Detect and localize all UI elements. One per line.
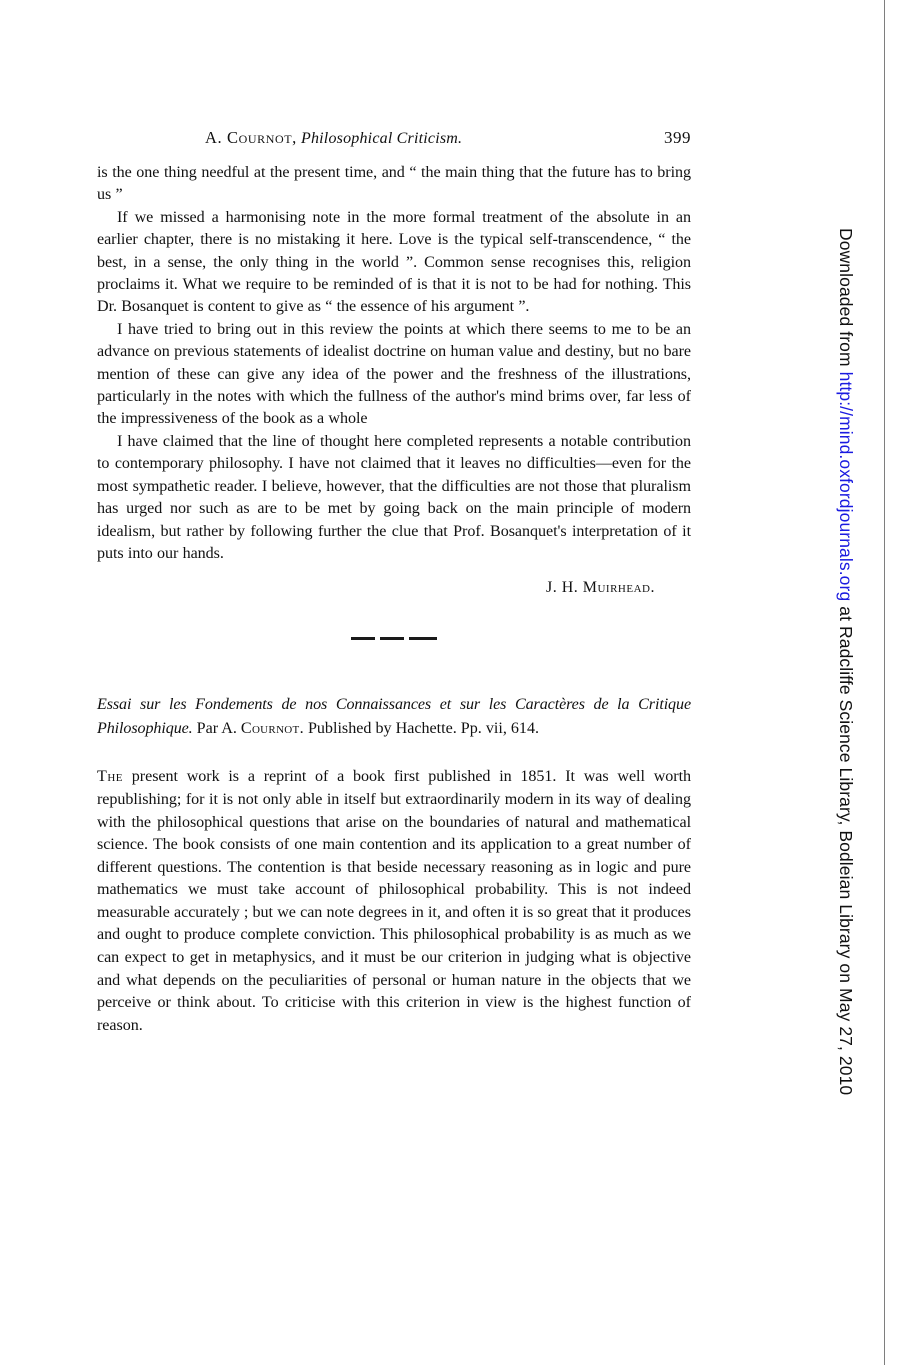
paragraph: If we missed a harmonising note in the more formal treatment of the absolute in an earlier chapter, there is no mistaking it here. Love is the typical self-transcendence, “ the best, in a sense, the only thing in the world ”. Common sense recognises this, religion proclaims it. What we require to be reminded of is that it is not to be had for nothing. This Dr. Bosanquet is content to give as “ the essence of his argument ”. — [97, 208, 691, 316]
paragraph-continuation: is the one thing needful at the present time, and “ the main thing that the future has to bring us ” — [97, 164, 691, 204]
citation-title: Essai sur les Fondements de nos Connaissances et sur les Caractères de la Critique Philosophique. — [97, 696, 691, 737]
page-number: 399 — [664, 128, 691, 147]
download-watermark — [836, 228, 862, 1228]
watermark-suffix: at Radcliffe Science Library, Bodleian Library on May 27, 2010 — [836, 601, 856, 1096]
signature-initials: J. H. — [545, 579, 579, 597]
review-text: present work is a reprint of a book first published in 1851. It was well worth republishing; for it is not only able in itself but extraordinarily modern in its way of dealing with the philosophical questions that arise on the boundaries of natural and mathematical science. The book consists of one main contention and its application to a great number of different questions. The contention is that beside necessary reasoning as in logic and pure mathematics we must take account of philosophical probability. This is not indeed measurable accurately ; but we can note degrees in it, and often it is so great that it produces and ought to produce complete conviction. This philosophical probability is as much as we can expect to get in metaphysics, and it must be our criterion in judging what is objective and what depends on the peculiarities of personal or human nature in the objects that we perceive or think about. To criticise with this criterion in view is the highest function of reason. — [97, 768, 691, 1034]
running-head-author: A. Cournot, — [205, 128, 297, 147]
running-head-title: Philosophical Criticism. — [300, 130, 463, 147]
watermark-prefix: Downloaded from — [836, 228, 856, 372]
citation-by-label: Par A. — [196, 719, 237, 737]
paragraph: I have claimed that the line of thought here completed represents a notable contribution to contemporary philosophy. I have not claimed that it leaves no difficulties—even for the most sympathetic reader. I believe, however, that the difficulties are not those that pluralism has urged nor such as are to be met by going back on the main principle of modern idealism, but rather by following further the clue that Prof. Bosanquet's interpretation of it puts into our hands. — [97, 432, 691, 562]
text-column — [97, 128, 691, 1037]
paragraph: I have tried to bring out in this review the points at which there seems to me to be an advance on previous statements of idealist doctrine on human value and destiny, but no bare mention of these can give any idea of the power and the freshness of the illustrations, particularly in the notes with which the fullness of the author's mind brims over, far less of the impressiveness of the book as a whole — [97, 320, 691, 428]
section-divider — [97, 627, 691, 657]
citation-publication: Published by Hachette. Pp. vii, 614. — [307, 719, 540, 737]
review-signature — [97, 579, 691, 597]
download-watermark-text — [835, 228, 856, 1095]
review-body — [97, 766, 691, 1037]
review-paragraph — [97, 766, 691, 1037]
review-lead-word: The — [97, 768, 123, 786]
book-citation — [97, 693, 691, 740]
divider-rule — [351, 637, 437, 640]
watermark-url[interactable]: http://mind.oxfordjournals.org — [836, 371, 856, 602]
citation-author: Cournot. — [240, 719, 304, 737]
running-head — [97, 128, 691, 162]
signature-surname: Muirhead. — [582, 579, 655, 597]
page-edge-rule — [884, 0, 885, 1365]
